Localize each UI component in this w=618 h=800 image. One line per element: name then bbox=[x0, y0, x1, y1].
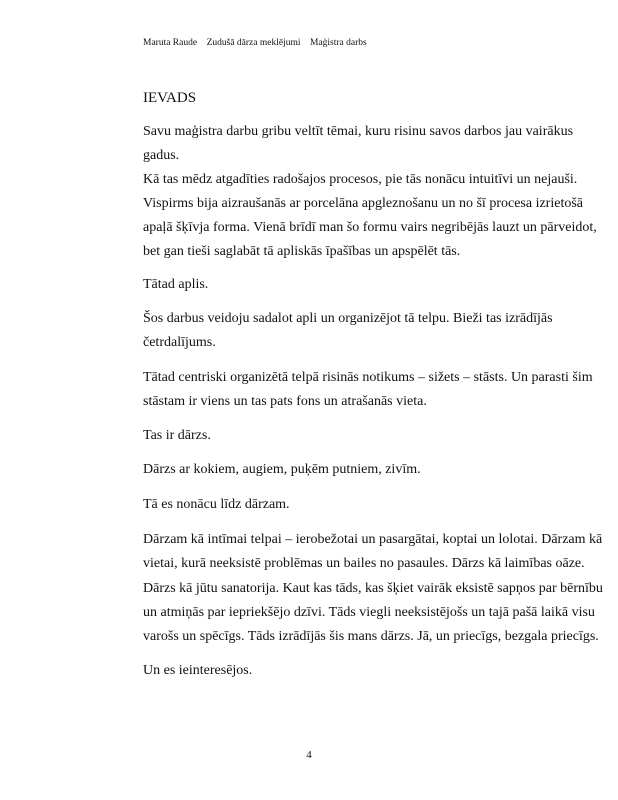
text-line: Vispirms bija aizraušanās ar porcelāna apgleznošanu un no šī procesa izrietošā bbox=[143, 196, 583, 211]
running-header bbox=[143, 38, 367, 48]
text-line: stāstam ir viens un tas pats fons un atrašanās vieta. bbox=[143, 394, 427, 409]
page-number: 4 bbox=[306, 749, 312, 761]
text-line: un atmiņās par iepriekšējo dzīvi. Tāds viegli neeksistējošs un tajā pašā laikā visu bbox=[143, 605, 595, 620]
text-line: Tātad centriski organizētā telpā risinās notikums – sižets – stāsts. Un parasti šim bbox=[143, 370, 593, 385]
text-line: Dārzs kā jūtu sanatorija. Kaut kas tāds, kas šķiet vairāk eksistē sapņos par bērnību bbox=[143, 581, 603, 596]
text-line: Dārzs ar kokiem, augiem, puķēm putniem, zivīm. bbox=[143, 462, 421, 477]
text-line: Tas ir dārzs. bbox=[143, 428, 211, 443]
text-line: gadus. bbox=[143, 148, 180, 163]
text-line: četrdalījums. bbox=[143, 335, 216, 350]
header-title: Zudušā dārza meklējumi bbox=[206, 38, 301, 48]
header-author: Maruta Raude bbox=[143, 38, 198, 48]
text-line: Tātad aplis. bbox=[143, 277, 209, 292]
text-line: vietai, kurā neeksistē problēmas un bailes no pasaules. Dārzs kā laimības oāze. bbox=[143, 556, 585, 571]
text-line: Šos darbus veidoju sadalot apli un organizējot tā telpu. Bieži tas izrādījās bbox=[143, 311, 553, 326]
text-line: Tā es nonācu līdz dārzam. bbox=[143, 497, 290, 512]
text-line: Kā tas mēdz atgadīties radošajos procesos, pie tās nonācu intuitīvi un nejauši. bbox=[143, 172, 578, 187]
header-type: Maģistra darbs bbox=[310, 38, 367, 48]
text-line: Dārzam kā intīmai telpai – ierobežotai un pasargātai, koptai un lolotai. Dārzam kā bbox=[143, 532, 603, 547]
text-line: varošs un spēcīgs. Tāds izrādījās šis mans dārzs. Jā, un priecīgs, bezgala priecīgs. bbox=[143, 629, 599, 644]
text-line: Un es ieinteresējos. bbox=[143, 663, 253, 678]
section-heading: IEVADS bbox=[143, 90, 197, 106]
text-line: apaļā šķīvja forma. Vienā brīdī man šo formu vairs negribējās lauzt un pārveidot, bbox=[143, 220, 597, 235]
text-line: bet gan tieši saglabāt tā apliskās īpašības un apspēlēt tās. bbox=[143, 244, 461, 259]
text-line: Savu maģistra darbu gribu veltīt tēmai, kuru risinu savos darbos jau vairākus bbox=[143, 124, 574, 139]
